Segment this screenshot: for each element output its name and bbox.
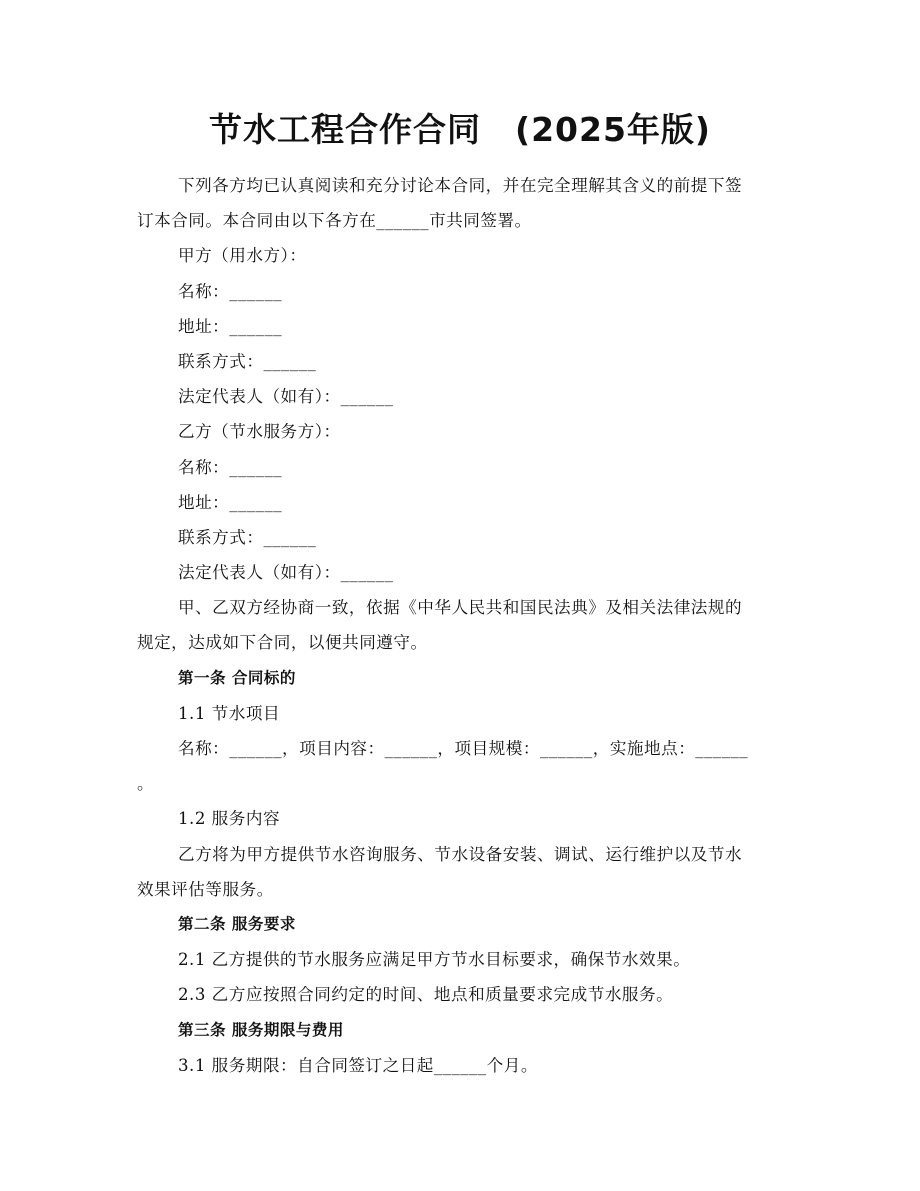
paragraph-line: 法定代表人（如有）：______ (178, 387, 394, 407)
paragraph-line: 订本合同。本合同由以下各方在______市共同签署。 (137, 211, 532, 231)
paragraph-line: 甲、乙双方经协商一致，依据《中华人民共和国民法典》及相关法律法规的 (178, 598, 743, 618)
paragraph-line: 联系方式：______ (178, 351, 317, 371)
paragraph-line: 2.3 乙方应按照合同约定的时间、地点和质量要求完成节水服务。 (178, 985, 674, 1005)
section-heading: 第二条 服务要求 (178, 914, 296, 933)
paragraph-line: 地址：______ (178, 492, 283, 512)
paragraph-line: 乙方将为甲方提供节水咨询服务、节水设备安装、调试、运行维护以及节水 (178, 844, 743, 864)
paragraph-line: 法定代表人（如有）：______ (178, 563, 394, 583)
document-title: 节水工程合作合同 (2025年版) (208, 110, 711, 149)
paragraph-line: 名称：______，项目内容：______，项目规模：______，实施地点：______ (178, 739, 749, 758)
document-body (137, 168, 777, 1083)
paragraph-line: 名称：______ (178, 281, 283, 301)
paragraph-line: 乙方（节水服务方）： (178, 422, 341, 442)
paragraph-line: 2.1 乙方提供的节水服务应满足甲方节水目标要求，确保节水效果。 (178, 950, 691, 970)
section-heading: 第三条 服务期限与费用 (178, 1020, 344, 1039)
paragraph-line: 。 (137, 774, 155, 794)
paragraph-line: 效果评估等服务。 (137, 879, 274, 899)
section-heading: 第一条 合同标的 (178, 668, 296, 687)
paragraph-line: 联系方式：______ (178, 527, 317, 547)
paragraph-line: 1.2 服务内容 (178, 809, 281, 829)
paragraph-line: 3.1 服务期限：自合同签订之日起______个月。 (178, 1055, 538, 1075)
paragraph-line: 规定，达成如下合同，以便共同遵守。 (137, 633, 428, 653)
paragraph-line: 甲方（用水方）： (178, 246, 307, 266)
paragraph-line: 名称：______ (178, 457, 283, 477)
paragraph-line: 地址：______ (178, 316, 283, 336)
paragraph-line: 下列各方均已认真阅读和充分讨论本合同，并在完全理解其含义的前提下签 (178, 176, 743, 195)
paragraph-line: 1.1 节水项目 (178, 703, 281, 723)
